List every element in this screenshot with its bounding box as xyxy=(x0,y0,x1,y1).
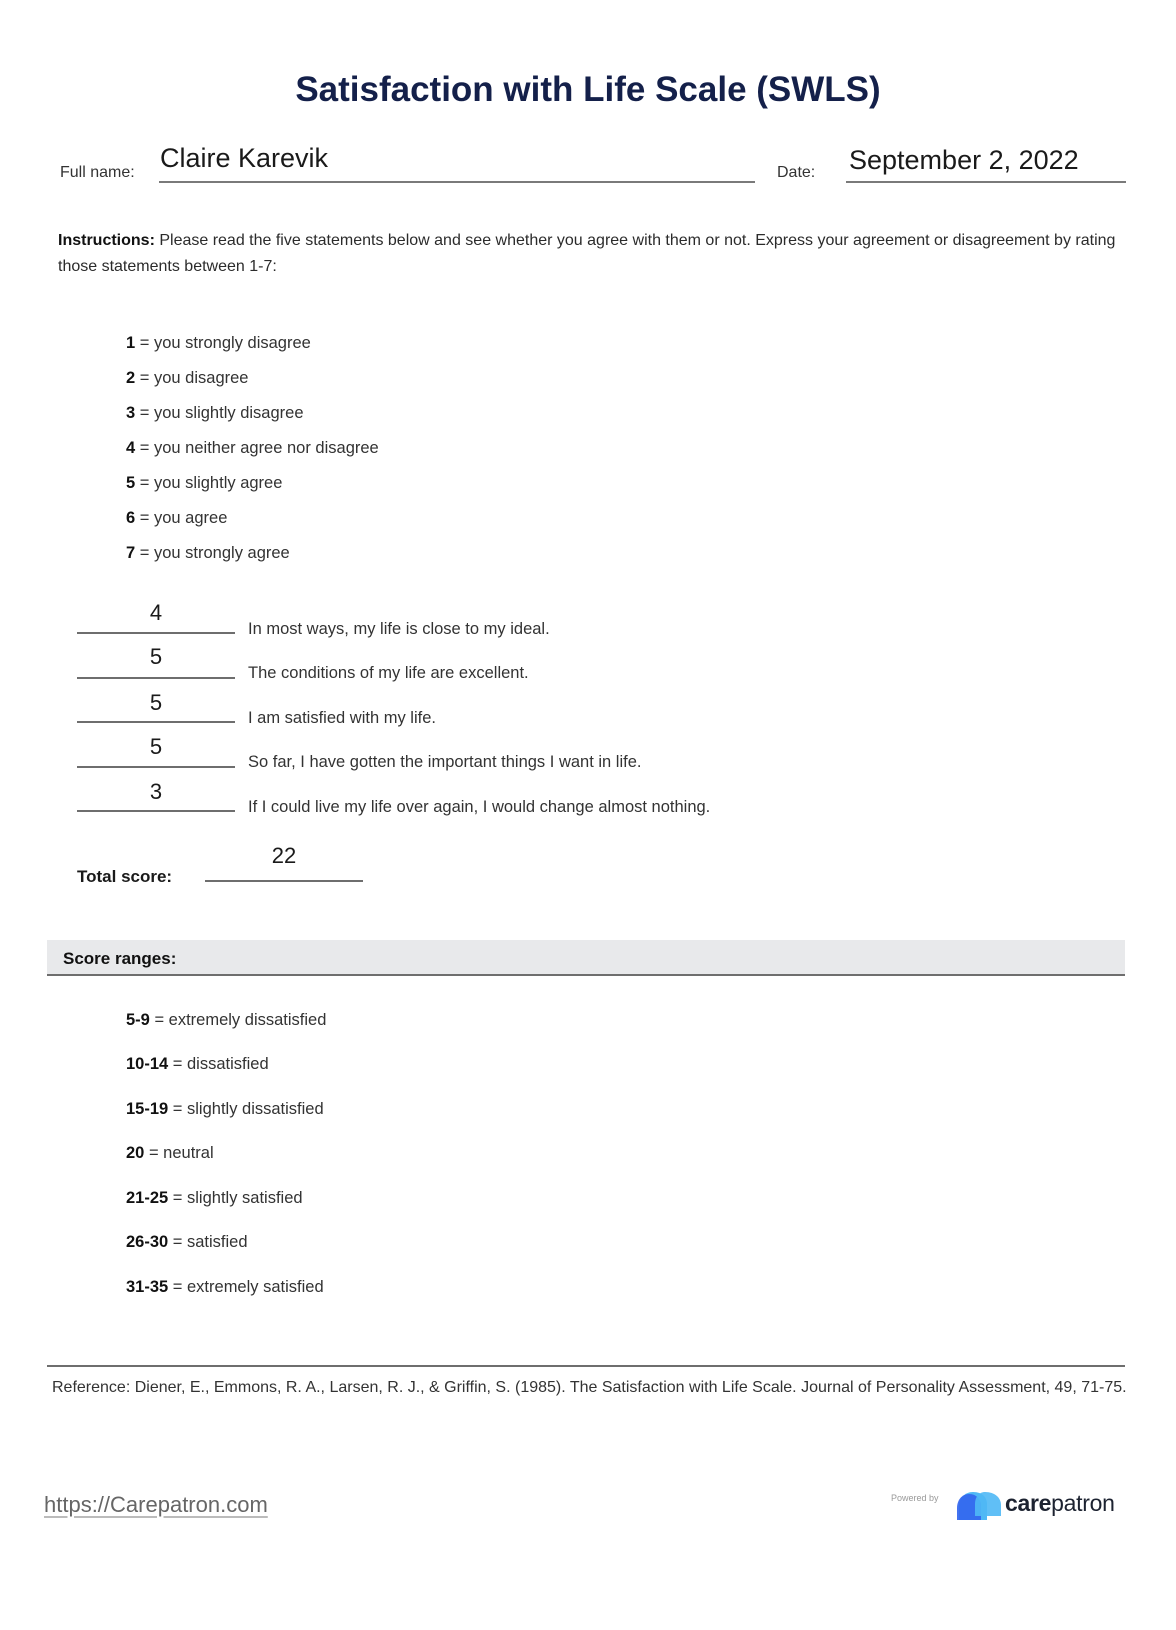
scale-item: 7 = you strongly agree xyxy=(126,544,290,562)
total-score-value[interactable]: 22 xyxy=(271,843,297,868)
full-name-underline xyxy=(159,181,755,183)
score-range-item: 5-9 = extremely dissatisfied xyxy=(126,1011,327,1029)
score-range-item: 10-14 = dissatisfied xyxy=(126,1055,269,1073)
answer-1-value[interactable]: 4 xyxy=(149,600,163,625)
powered-by-label: Powered by xyxy=(891,1493,939,1503)
instructions-label: Instructions: xyxy=(58,232,155,249)
score-ranges-header: Score ranges: xyxy=(47,940,1125,976)
carepatron-logo-icon xyxy=(955,1490,1003,1522)
score-range-item: 20 = neutral xyxy=(126,1144,214,1162)
instructions xyxy=(58,228,1118,280)
date-value[interactable]: September 2, 2022 xyxy=(849,145,1079,175)
answer-2-value[interactable]: 5 xyxy=(149,644,163,669)
reference-divider xyxy=(47,1365,1125,1367)
answer-4-line xyxy=(77,766,235,768)
score-range-item: 31-35 = extremely satisfied xyxy=(126,1278,324,1296)
carepatron-brand: carepatron xyxy=(1005,1490,1115,1516)
total-score-line xyxy=(205,880,363,882)
answer-1-line xyxy=(77,632,235,634)
answer-3-value[interactable]: 5 xyxy=(149,690,163,715)
instructions-text: Please read the five statements below and see whether you agree with them or not. Express your agreement or disagreement by rating those statements between 1-7: xyxy=(58,232,1116,275)
scale-item: 4 = you neither agree nor disagree xyxy=(126,439,379,457)
answer-3-line xyxy=(77,721,235,723)
carepatron-link[interactable]: https://Carepatron.com xyxy=(44,1492,268,1517)
answer-5-value[interactable]: 3 xyxy=(149,779,163,804)
statement-5: If I could live my life over again, I would change almost nothing. xyxy=(248,798,711,816)
score-range-item: 26-30 = satisfied xyxy=(126,1233,248,1251)
score-range-item: 15-19 = slightly dissatisfied xyxy=(126,1100,324,1118)
full-name-value[interactable]: Claire Karevik xyxy=(160,143,329,173)
answer-2-line xyxy=(77,677,235,679)
scale-item: 5 = you slightly agree xyxy=(126,474,283,492)
statement-3: I am satisfied with my life. xyxy=(248,709,436,727)
score-range-item: 21-25 = slightly satisfied xyxy=(126,1189,303,1207)
answer-5-line xyxy=(77,810,235,812)
statement-4: So far, I have gotten the important things I want in life. xyxy=(248,753,642,771)
statement-2: The conditions of my life are excellent. xyxy=(248,664,529,682)
scale-item: 2 = you disagree xyxy=(126,369,249,387)
statement-1: In most ways, my life is close to my ideal. xyxy=(248,620,550,638)
scale-item: 3 = you slightly disagree xyxy=(126,404,304,422)
page-title: Satisfaction with Life Scale (SWLS) xyxy=(295,70,881,109)
date-label: Date: xyxy=(777,164,816,181)
answer-4-value[interactable]: 5 xyxy=(149,734,163,759)
scale-item: 6 = you agree xyxy=(126,509,228,527)
reference-text: Reference: Diener, E., Emmons, R. A., Larsen, R. J., & Griffin, S. (1985). The Satisfaction with Life Scale. Journal of Personality Assessment, 49, 71-75. xyxy=(52,1379,1127,1396)
date-underline xyxy=(846,181,1126,183)
total-score-label: Total score: xyxy=(77,867,173,886)
full-name-label: Full name: xyxy=(60,164,135,181)
scale-item: 1 = you strongly disagree xyxy=(126,334,311,352)
